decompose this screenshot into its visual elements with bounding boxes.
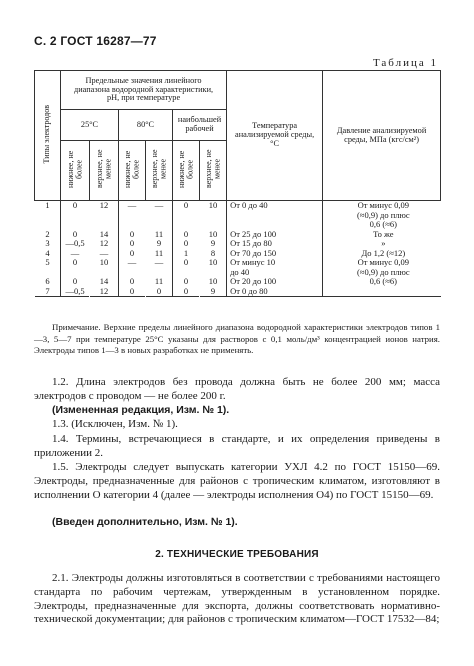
- paragraph-1-3: 1.3. (Исключен, Изм. № 1).: [52, 418, 178, 430]
- col-max-lower: нижнее, не более: [173, 141, 200, 201]
- cell-phmax-lower: 0: [173, 258, 200, 268]
- paragraph-2-1: 2.1. Электроды должны изготовляться в соответствии с требованиями настоящего стандарта по рабочим чертежам, утвержденным в установленном порядке. Электроды, предназначенные для экспорта, должны соответствовать нормативно-технической документации; для районов с тропическим климатом—ГОСТ 17532—84;: [34, 572, 440, 626]
- cell-ph25-upper: 12: [99, 200, 109, 210]
- col-25-upper: верхнее, не менее: [90, 141, 119, 201]
- paragraph-1-2: 1.2. Длина электродов без провода должна быть не более 200 мм; масса электродов с проводом — не более 200 г.: [34, 376, 440, 402]
- cell-ph25-upper: 12: [99, 285, 109, 296]
- cell-ph80-upper: —: [154, 257, 164, 267]
- cell-pressure: »: [323, 239, 441, 249]
- cell-temperature: От 25 до 100: [227, 230, 323, 240]
- cell-pressure: До 1,2 (≈12): [323, 249, 441, 259]
- cell-pressure: (≈0,9) до плюс: [323, 211, 441, 221]
- cell-phmax-upper: 9: [210, 238, 216, 248]
- cell-phmax-lower: 0: [173, 201, 200, 211]
- cell-ph25-lower: [61, 211, 90, 221]
- cell-pressure: От минус 0,09: [323, 258, 441, 268]
- cell-ph80-upper: 9: [156, 238, 162, 248]
- cell-type: 3: [45, 238, 50, 248]
- cell-phmax-upper: 10: [208, 257, 218, 267]
- col-group-ph: Предельные значения линейного диапазона водородной характеристики, рН, при температуре: [61, 71, 227, 110]
- cell-ph25-lower: 0: [61, 201, 90, 211]
- page-header: С. 2 ГОСТ 16287—77: [34, 34, 157, 48]
- cell-ph80-lower: —: [119, 258, 146, 268]
- cell-pressure: 0,6 (≈6): [323, 220, 441, 230]
- cell-pressure: От минус 0,09: [323, 201, 441, 211]
- cell-phmax-lower: 0: [173, 287, 200, 297]
- cell-type: 4: [45, 247, 50, 258]
- cell-ph25-lower: 0: [61, 258, 90, 268]
- cell-phmax-upper: 10: [208, 228, 218, 239]
- cell-ph25-lower: —0,5: [61, 239, 90, 249]
- cell-ph25-upper: —: [99, 247, 109, 258]
- cell-temperature: [227, 211, 323, 221]
- cell-ph80-lower: 0: [119, 239, 146, 249]
- cell-temperature: От минус 10: [227, 258, 323, 268]
- col-electrode-type: Типы электродов: [35, 71, 61, 201]
- cell-ph80-upper: 0: [156, 285, 162, 296]
- cell-phmax-lower: 1: [173, 249, 200, 259]
- cell-ph25-lower: 0: [61, 230, 90, 240]
- cell-ph80-lower: 0: [119, 230, 146, 240]
- cell-phmax-upper: 9: [210, 285, 216, 296]
- col-80-upper: верхнее, не менее: [146, 141, 173, 201]
- cell-pressure: 0,6 (≈6): [323, 277, 441, 287]
- cell-pressure: То же: [323, 230, 441, 240]
- cell-temperature: От 20 до 100: [227, 277, 323, 287]
- cell-phmax-lower: 0: [173, 230, 200, 240]
- amendment-1-2: (Измененная редакция, Изм. № 1).: [52, 404, 230, 416]
- cell-ph25-lower: 0: [61, 277, 90, 287]
- cell-ph80-lower: 0: [119, 287, 146, 297]
- amendment-1-5: (Введен дополнительно, Изм. № 1).: [52, 516, 238, 528]
- cell-ph80-lower: —: [119, 201, 146, 211]
- cell-ph80-lower: 0: [119, 277, 146, 287]
- cell-phmax-upper: 10: [208, 276, 218, 286]
- col-temperature: Температура анализируемой среды, °С: [227, 71, 323, 201]
- col-group-80: 80°С: [119, 110, 173, 141]
- cell-ph80-upper: —: [154, 200, 164, 210]
- electrode-table: [34, 70, 441, 297]
- cell-temperature: От 0 до 40: [227, 201, 323, 211]
- section-title: 2. ТЕХНИЧЕСКИЕ ТРЕБОВАНИЯ: [155, 549, 319, 560]
- cell-type: 2: [45, 228, 50, 239]
- cell-temperature: От 0 до 80: [227, 287, 323, 297]
- cell-type: 6: [45, 276, 50, 286]
- col-group-max: наибольшей рабочей: [173, 110, 227, 141]
- cell-phmax-lower: 0: [173, 277, 200, 287]
- cell-temperature: до 40: [227, 268, 323, 278]
- cell-ph80-lower: 0: [119, 249, 146, 259]
- cell-pressure: (≈0,9) до плюс: [323, 268, 441, 278]
- table-row: [35, 287, 441, 297]
- cell-phmax-upper: [200, 211, 227, 221]
- col-25-lower: нижнее, не более: [61, 141, 90, 201]
- cell-ph80-lower: [119, 211, 146, 221]
- cell-ph25-lower: —: [61, 249, 90, 259]
- cell-ph25-upper: 10: [99, 257, 109, 267]
- cell-type: 5: [45, 257, 50, 267]
- cell-temperature: От 70 до 150: [227, 249, 323, 259]
- cell-ph80-upper: 11: [154, 247, 164, 258]
- cell-type: 7: [45, 285, 50, 296]
- cell-phmax-upper: 10: [208, 200, 218, 210]
- cell-type: 1: [45, 200, 50, 210]
- table-row: [35, 201, 441, 211]
- cell-ph80-upper: 11: [154, 228, 164, 239]
- col-group-25: 25°С: [61, 110, 119, 141]
- cell-ph25-upper: 12: [99, 238, 109, 248]
- cell-phmax-lower: [173, 211, 200, 221]
- col-pressure: Давление анализируемой среды, МПа (кгс/см²): [323, 71, 441, 201]
- table-note: Примечание. Верхние пределы линейного диапазона водородной характеристики электродов типов 1—3, 5—7 при температуре 25°С указаны для растворов с 0,1 моль/дм³ концентрацией ионов натрия. Электроды типов 1—3 в новых разработках не применять.: [34, 322, 440, 356]
- cell-ph80-upper: 11: [154, 276, 164, 286]
- paragraph-1-5: 1.5. Электроды следует выпускать категории УХЛ 4.2 по ГОСТ 15150—69. Электроды, предназначенные для районов с тропическим климатом, изготовляют в исполнении О категории 4 (далее — электроды исполнения О4) по ГОСТ 15150—69.: [34, 461, 440, 501]
- cell-ph25-upper: 14: [99, 228, 109, 239]
- table-caption: Таблица 1: [372, 57, 438, 69]
- cell-type: [35, 211, 61, 221]
- cell-ph80-upper: [146, 211, 173, 221]
- cell-ph25-upper: 14: [99, 276, 109, 286]
- cell-ph25-lower: —0,5: [61, 287, 90, 297]
- col-80-lower: нижнее, не более: [119, 141, 146, 201]
- cell-phmax-lower: 0: [173, 239, 200, 249]
- cell-phmax-upper: 8: [210, 247, 216, 258]
- cell-pressure: [323, 287, 441, 297]
- cell-temperature: От 15 до 80: [227, 239, 323, 249]
- paragraph-1-4: 1.4. Термины, встречающиеся в стандарте, и их определения приведены в приложении 2.: [34, 433, 440, 459]
- cell-ph25-upper: [90, 211, 119, 221]
- col-max-upper: верхнее, не менее: [200, 141, 227, 201]
- table-body: [35, 201, 441, 297]
